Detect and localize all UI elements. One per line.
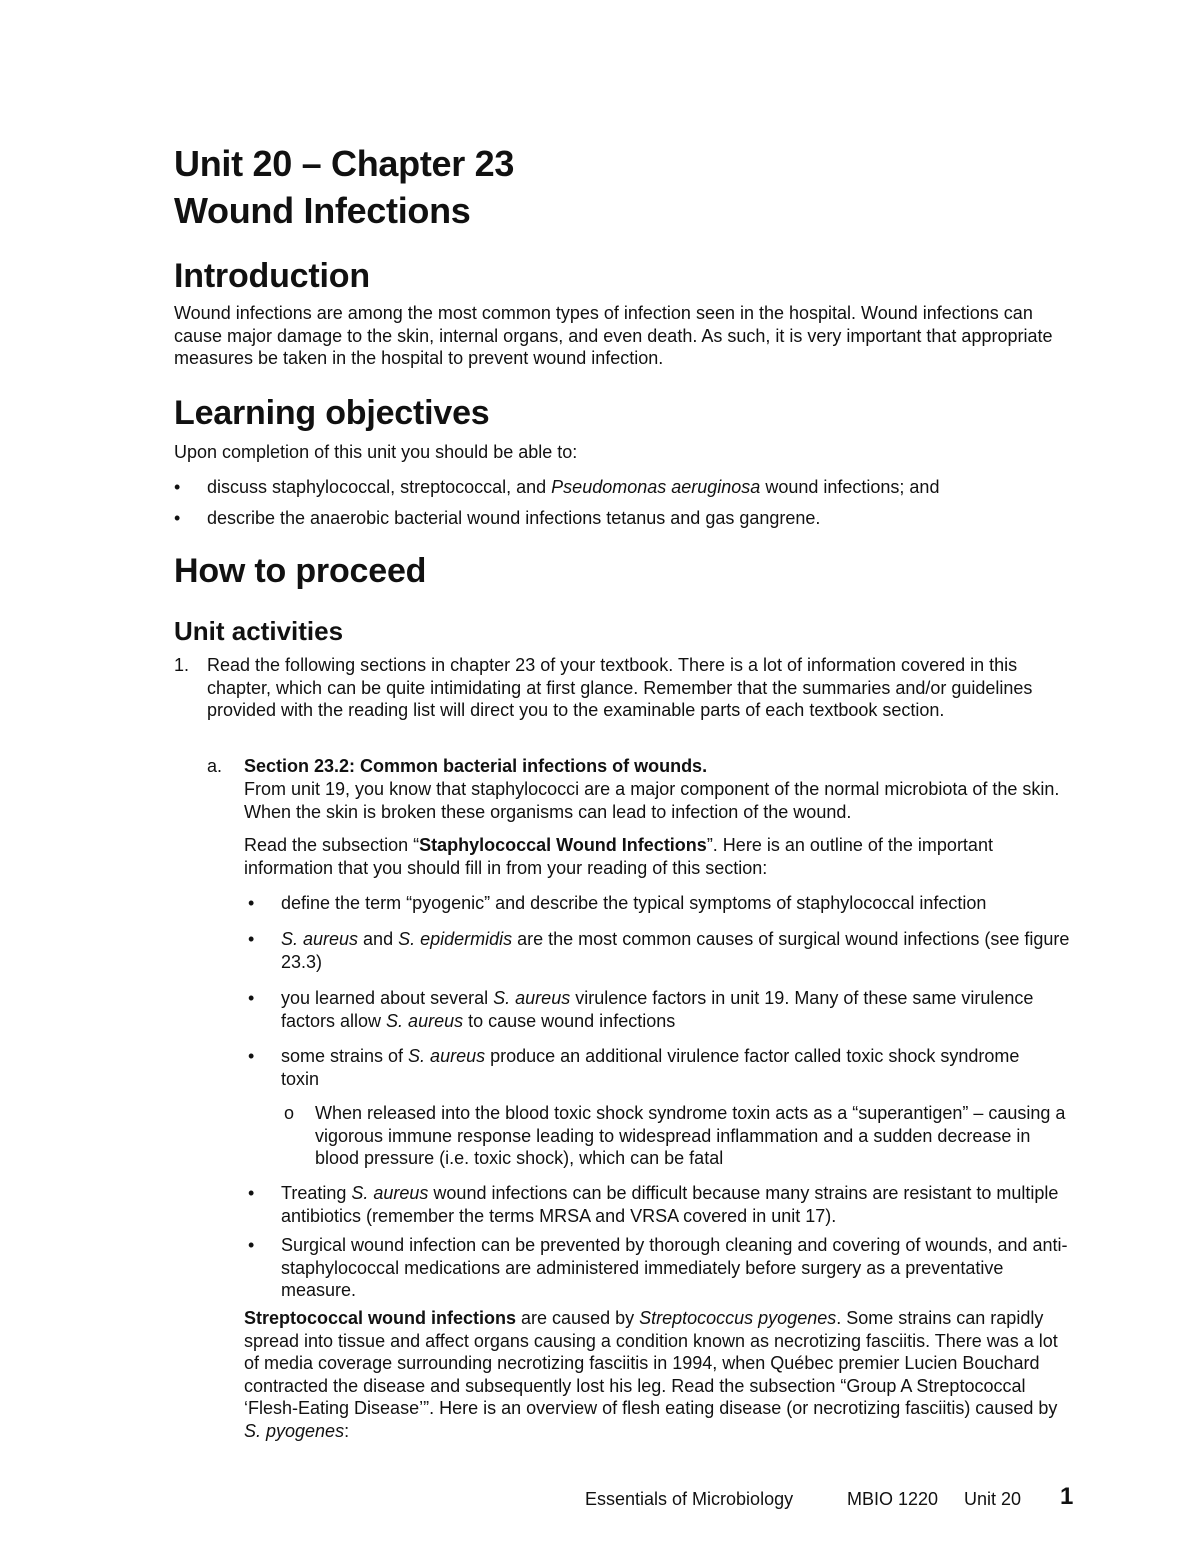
strep-bold: Streptococcal wound infections [244,1308,517,1328]
staph-bullet-5-t2: wound infections can be difficult because many strains are resistant to multiple antibiotics (remember the terms MRSA and VRSA covered in unit 17). [281,1183,1059,1226]
objective-bullet-2: • [174,508,181,528]
learning-objectives-heading: Learning objectives [174,394,490,432]
staph-bullet-2-i2: S. epidermidis [398,929,513,949]
strep-i1: Streptococcus pyogenes [639,1308,837,1328]
staph-bullet-2-i1: S. aureus [281,929,359,949]
staph-bullet-3 [281,987,1071,1032]
section-a-text: From unit 19, you know that staphylococci are a major component of the normal microbiota of the skin. When the skin is broken these organisms can lead to infection of the wound. [244,779,1060,822]
staph-bullet-2-t2: are the most common causes of surgical wound infections (see figure 23.3) [281,929,1070,972]
objectives-intro: Upon completion of this unit you should be able to: [174,442,578,462]
staph-bullet-5-i1: S. aureus [351,1183,429,1203]
introduction-text: Wound infections are among the most common types of infection seen in the hospital. Wound infections can cause major damage to the skin, internal organs, and even death. As such, it is very important that appropriate measures be taken in the hospital to prevent wound infection. [174,303,1053,368]
footer-unit: Unit 20 [964,1489,1022,1509]
strep-t2: . Some strains can rapidly spread into tissue and affect organs causing a condition known as necrotizing fasciitis. There was a lot of media coverage surrounding necrotizing fasciitis in 1994, when Québec premier Lucien Bouchard contracted the disease and subsequently lost his leg. Read the subsection “Group A Streptococcal ‘Flesh-Eating Disease’”. Here is an overview of flesh eating disease (or necrotizing fasciitis) caused by [244,1308,1058,1418]
staph-bullet-6: Surgical wound infection can be prevented by thorough cleaning and covering of wounds, and anti-staphylococcal medications are administered immediately before surgery as a preventative measure. [281,1235,1068,1300]
objective-item-2: describe the anaerobic bacterial wound infections tetanus and gas gangrene. [207,508,821,528]
staph-intro-b: ”. Here is an outline of the important information that you should fill in from your reading of this section: [244,835,993,878]
sub-bullet-marker: o [284,1103,295,1123]
how-to-proceed-heading: How to proceed [174,552,427,590]
staph-bullet-3-i1: S. aureus [493,988,571,1008]
staph-bullet-4-t2: produce an additional virulence factor called toxic shock syndrome toxin [281,1046,1020,1089]
staph-bullet-3-t1: you learned about several [281,988,494,1008]
strep-i2: S. pyogenes [244,1420,345,1441]
strep-t3: : [344,1420,350,1441]
staph-intro-a: Read the subsection “ [244,835,420,855]
staph-intro-bold: Staphylococcal Wound Infections [419,835,707,855]
objective-item-1-italic: Pseudomonas aeruginosa [551,477,761,497]
staph-bullet-4-marker: • [248,1046,255,1066]
staph-bullet-3-i2: S. aureus [386,1010,464,1031]
staph-intro [244,834,1074,879]
staph-bullet-4-t1: some strains of [281,1046,409,1066]
staph-bullet-5-t1: Treating [281,1183,352,1203]
staph-sub-bullet-1: When released into the blood toxic shock syndrome toxin acts as a “superantigen” – causing a vigorous immune response leading to widespread inflammation and a sudden decrease in blood pressure (i.e. toxic shock), which can be fatal [315,1103,1066,1168]
staph-bullet-3-t2: virulence factors in unit 19. Many of these same virulence factors allow [281,988,1034,1031]
section-a-title [244,755,707,778]
strep-t1: are caused by [516,1308,640,1328]
staph-bullet-2-t1: and [358,929,399,949]
staph-bullet-4-i1: S. aureus [408,1046,486,1066]
staph-bullet-5 [281,1182,1071,1227]
objective-bullet-1: • [174,477,181,497]
staph-bullet-6-marker: • [248,1235,255,1255]
footer-course: Essentials of Microbiology [585,1489,794,1509]
staph-bullet-1: define the term “pyogenic” and describe the typical symptoms of staphylococcal infection [281,893,987,913]
objective-item-1-text-b: wound infections; and [760,477,940,497]
staph-bullet-3-marker: • [248,988,255,1008]
objective-item-1 [207,476,939,499]
unit-activities-heading: Unit activities [174,616,344,646]
staph-bullet-5-marker: • [248,1183,255,1203]
strep-paragraph [244,1307,1074,1442]
staph-bullet-2 [281,928,1071,973]
page-number: 1 [1060,1483,1074,1510]
staph-bullet-1-marker: • [248,893,255,913]
title-line-2: Wound Infections [174,190,471,231]
introduction-heading: Introduction [174,257,370,295]
section-a-title-bold: Section 23.2: Common bacterial infections of wounds. [244,756,708,776]
staph-bullet-2-marker: • [248,929,255,949]
footer-code: MBIO 1220 [847,1489,939,1509]
section-a-letter: a. [207,756,223,776]
objective-item-1-text-a: discuss staphylococcal, streptococcal, and [207,477,552,497]
step-1-text: Read the following sections in chapter 23 of your textbook. There is a lot of information covered in this chapter, which can be quite intimidating at first glance. Remember that the summaries and/or guidelines provided with the reading list will direct you to the examinable parts of each textbook section. [207,655,1033,720]
staph-bullet-3-t3: to cause wound infections [463,1010,676,1031]
title-line-1: Unit 20 – Chapter 23 [174,143,515,184]
step-1-number: 1. [174,655,190,675]
staph-bullet-4 [281,1045,1041,1090]
